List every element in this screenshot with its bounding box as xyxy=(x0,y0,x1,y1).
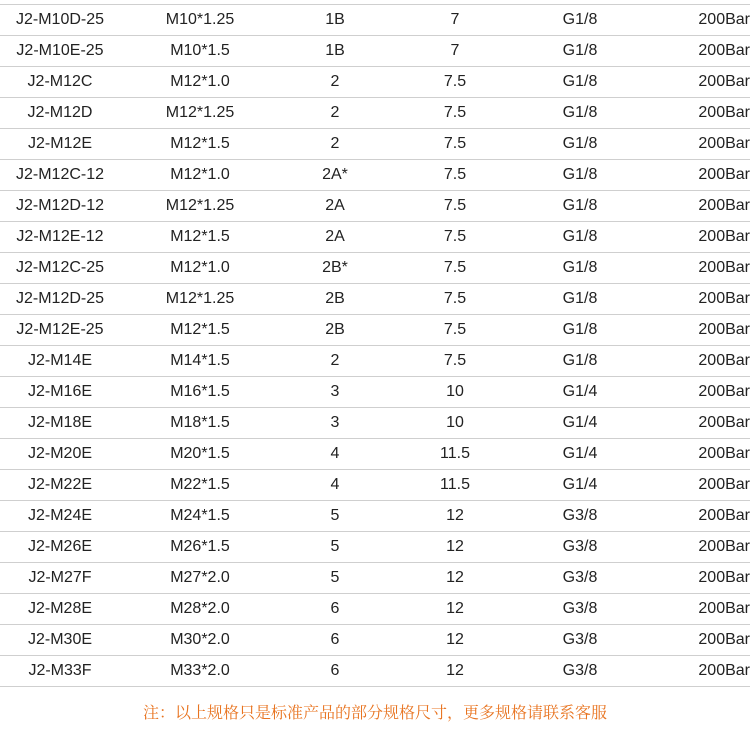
table-row xyxy=(0,563,750,594)
pressure-cell: 200Bar xyxy=(698,352,750,369)
model-cell: J2-M12D-25 xyxy=(15,290,105,307)
size-cell: 11.5 xyxy=(440,445,470,462)
table-row xyxy=(0,36,750,67)
model-cell: J2-M12E-25 xyxy=(16,321,104,338)
code-cell: 2B xyxy=(325,290,345,307)
size-cell: 7.5 xyxy=(443,321,467,338)
port-cell: G1/8 xyxy=(562,259,598,276)
thread-cell: M12*1.0 xyxy=(170,73,230,90)
pressure-cell: 200Bar xyxy=(698,383,750,400)
pressure-cell: 200Bar xyxy=(698,166,750,183)
code-cell: 2 xyxy=(330,104,340,121)
table-row xyxy=(0,284,750,315)
code-cell: 6 xyxy=(330,600,340,617)
port-cell: G1/8 xyxy=(562,290,598,307)
code-cell: 3 xyxy=(330,414,340,431)
thread-cell: M20*1.5 xyxy=(170,445,230,462)
table-row xyxy=(0,191,750,222)
pressure-cell: 200Bar xyxy=(698,662,750,679)
model-cell: J2-M24E xyxy=(27,507,93,524)
table-row xyxy=(0,470,750,501)
pressure-cell: 200Bar xyxy=(698,73,750,90)
size-cell: 12 xyxy=(446,507,464,524)
pressure-cell: 200Bar xyxy=(698,476,750,493)
table-row xyxy=(0,532,750,563)
table-row xyxy=(0,439,750,470)
model-cell: J2-M12D-12 xyxy=(15,197,105,214)
size-cell: 7 xyxy=(450,42,460,59)
size-cell: 11.5 xyxy=(440,476,470,493)
pressure-cell: 200Bar xyxy=(698,414,750,431)
pressure-cell: 200Bar xyxy=(698,197,750,214)
pressure-cell: 200Bar xyxy=(698,507,750,524)
table-row xyxy=(0,377,750,408)
table-row xyxy=(0,98,750,129)
port-cell: G1/8 xyxy=(562,321,598,338)
code-cell: 6 xyxy=(330,631,340,648)
table-row xyxy=(0,5,750,36)
model-cell: J2-M12C xyxy=(27,73,93,90)
code-cell: 2A xyxy=(325,228,345,245)
thread-cell: M12*1.5 xyxy=(170,321,230,338)
model-cell: J2-M33F xyxy=(28,662,92,679)
table-row xyxy=(0,222,750,253)
thread-cell: M12*1.5 xyxy=(170,228,230,245)
thread-cell: M16*1.5 xyxy=(170,383,230,400)
thread-cell: M14*1.5 xyxy=(170,352,230,369)
table-row xyxy=(0,501,750,532)
model-cell: J2-M14E xyxy=(27,352,93,369)
port-cell: G1/8 xyxy=(562,135,598,152)
pressure-cell: 200Bar xyxy=(698,104,750,121)
size-cell: 7.5 xyxy=(443,197,467,214)
size-cell: 12 xyxy=(446,631,464,648)
pressure-cell: 200Bar xyxy=(698,228,750,245)
port-cell: G3/8 xyxy=(562,538,598,555)
code-cell: 4 xyxy=(330,476,340,493)
size-cell: 7.5 xyxy=(443,352,467,369)
thread-cell: M30*2.0 xyxy=(170,631,230,648)
model-cell: J2-M28E xyxy=(27,600,93,617)
thread-cell: M12*1.25 xyxy=(165,104,235,121)
table-row xyxy=(0,129,750,160)
size-cell: 12 xyxy=(446,600,464,617)
thread-cell: M10*1.5 xyxy=(170,42,230,59)
size-cell: 12 xyxy=(446,538,464,555)
code-cell: 3 xyxy=(330,383,340,400)
port-cell: G3/8 xyxy=(562,631,598,648)
size-cell: 7.5 xyxy=(443,228,467,245)
code-cell: 2B* xyxy=(322,259,348,276)
table-row xyxy=(0,315,750,346)
port-cell: G1/8 xyxy=(562,228,598,245)
thread-cell: M26*1.5 xyxy=(170,538,230,555)
port-cell: G1/8 xyxy=(562,11,598,28)
table-row xyxy=(0,67,750,98)
table-row xyxy=(0,625,750,656)
model-cell: J2-M30E xyxy=(27,631,93,648)
model-cell: J2-M26E xyxy=(27,538,93,555)
size-cell: 10 xyxy=(446,414,464,431)
thread-cell: M12*1.25 xyxy=(165,197,235,214)
size-cell: 12 xyxy=(446,569,464,586)
pressure-cell: 200Bar xyxy=(698,135,750,152)
thread-cell: M12*1.5 xyxy=(170,135,230,152)
pressure-cell: 200Bar xyxy=(698,445,750,462)
pressure-cell: 200Bar xyxy=(698,538,750,555)
port-cell: G1/8 xyxy=(562,197,598,214)
model-cell: J2-M22E xyxy=(27,476,93,493)
pressure-cell: 200Bar xyxy=(698,11,750,28)
code-cell: 2A* xyxy=(322,166,348,183)
model-cell: J2-M12E-12 xyxy=(16,228,104,245)
pressure-cell: 200Bar xyxy=(698,42,750,59)
model-cell: J2-M27F xyxy=(28,569,92,586)
spec-table xyxy=(0,4,750,687)
pressure-cell: 200Bar xyxy=(698,600,750,617)
pressure-cell: 200Bar xyxy=(698,569,750,586)
pressure-cell: 200Bar xyxy=(698,290,750,307)
pressure-cell: 200Bar xyxy=(698,321,750,338)
model-cell: J2-M12E xyxy=(27,135,93,152)
model-cell: J2-M12D xyxy=(27,104,93,121)
size-cell: 7 xyxy=(450,11,460,28)
code-cell: 2 xyxy=(330,73,340,90)
port-cell: G1/4 xyxy=(562,414,598,431)
model-cell: J2-M18E xyxy=(27,414,93,431)
thread-cell: M28*2.0 xyxy=(170,600,230,617)
code-cell: 1B xyxy=(325,11,345,28)
code-cell: 2B xyxy=(325,321,345,338)
thread-cell: M22*1.5 xyxy=(170,476,230,493)
port-cell: G1/8 xyxy=(562,42,598,59)
table-row xyxy=(0,346,750,377)
spec-table-body xyxy=(0,5,750,687)
pressure-cell: 200Bar xyxy=(698,631,750,648)
port-cell: G1/8 xyxy=(562,104,598,121)
thread-cell: M12*1.0 xyxy=(170,166,230,183)
port-cell: G3/8 xyxy=(562,569,598,586)
footnote: 注：以上规格只是标准产品的部分规格尺寸，更多规格请联系客服 xyxy=(142,703,607,722)
table-row xyxy=(0,656,750,687)
model-cell: J2-M10E-25 xyxy=(16,42,104,59)
thread-cell: M10*1.25 xyxy=(165,11,235,28)
model-cell: J2-M20E xyxy=(27,445,93,462)
size-cell: 7.5 xyxy=(443,73,467,90)
thread-cell: M18*1.5 xyxy=(170,414,230,431)
code-cell: 4 xyxy=(330,445,340,462)
code-cell: 2 xyxy=(330,135,340,152)
model-cell: J2-M12C-12 xyxy=(15,166,105,183)
table-row xyxy=(0,160,750,191)
thread-cell: M12*1.25 xyxy=(165,290,235,307)
table-row xyxy=(0,253,750,284)
model-cell: J2-M16E xyxy=(27,383,93,400)
code-cell: 2A xyxy=(325,197,345,214)
code-cell: 6 xyxy=(330,662,340,679)
port-cell: G3/8 xyxy=(562,600,598,617)
code-cell: 5 xyxy=(330,538,340,555)
thread-cell: M27*2.0 xyxy=(170,569,230,586)
port-cell: G1/4 xyxy=(562,383,598,400)
port-cell: G3/8 xyxy=(562,507,598,524)
size-cell: 12 xyxy=(446,662,464,679)
size-cell: 10 xyxy=(446,383,464,400)
size-cell: 7.5 xyxy=(443,135,467,152)
port-cell: G1/8 xyxy=(562,352,598,369)
port-cell: G1/8 xyxy=(562,166,598,183)
code-cell: 1B xyxy=(325,42,345,59)
pressure-cell: 200Bar xyxy=(698,259,750,276)
size-cell: 7.5 xyxy=(443,166,467,183)
port-cell: G1/8 xyxy=(562,73,598,90)
port-cell: G1/4 xyxy=(562,445,598,462)
size-cell: 7.5 xyxy=(443,290,467,307)
size-cell: 7.5 xyxy=(443,259,467,276)
code-cell: 5 xyxy=(330,507,340,524)
code-cell: 2 xyxy=(330,352,340,369)
table-row xyxy=(0,408,750,439)
table-row xyxy=(0,594,750,625)
code-cell: 5 xyxy=(330,569,340,586)
port-cell: G3/8 xyxy=(562,662,598,679)
size-cell: 7.5 xyxy=(443,104,467,121)
port-cell: G1/4 xyxy=(562,476,598,493)
model-cell: J2-M10D-25 xyxy=(15,11,105,28)
thread-cell: M24*1.5 xyxy=(170,507,230,524)
model-cell: J2-M12C-25 xyxy=(15,259,105,276)
thread-cell: M12*1.0 xyxy=(170,259,230,276)
thread-cell: M33*2.0 xyxy=(170,662,230,679)
